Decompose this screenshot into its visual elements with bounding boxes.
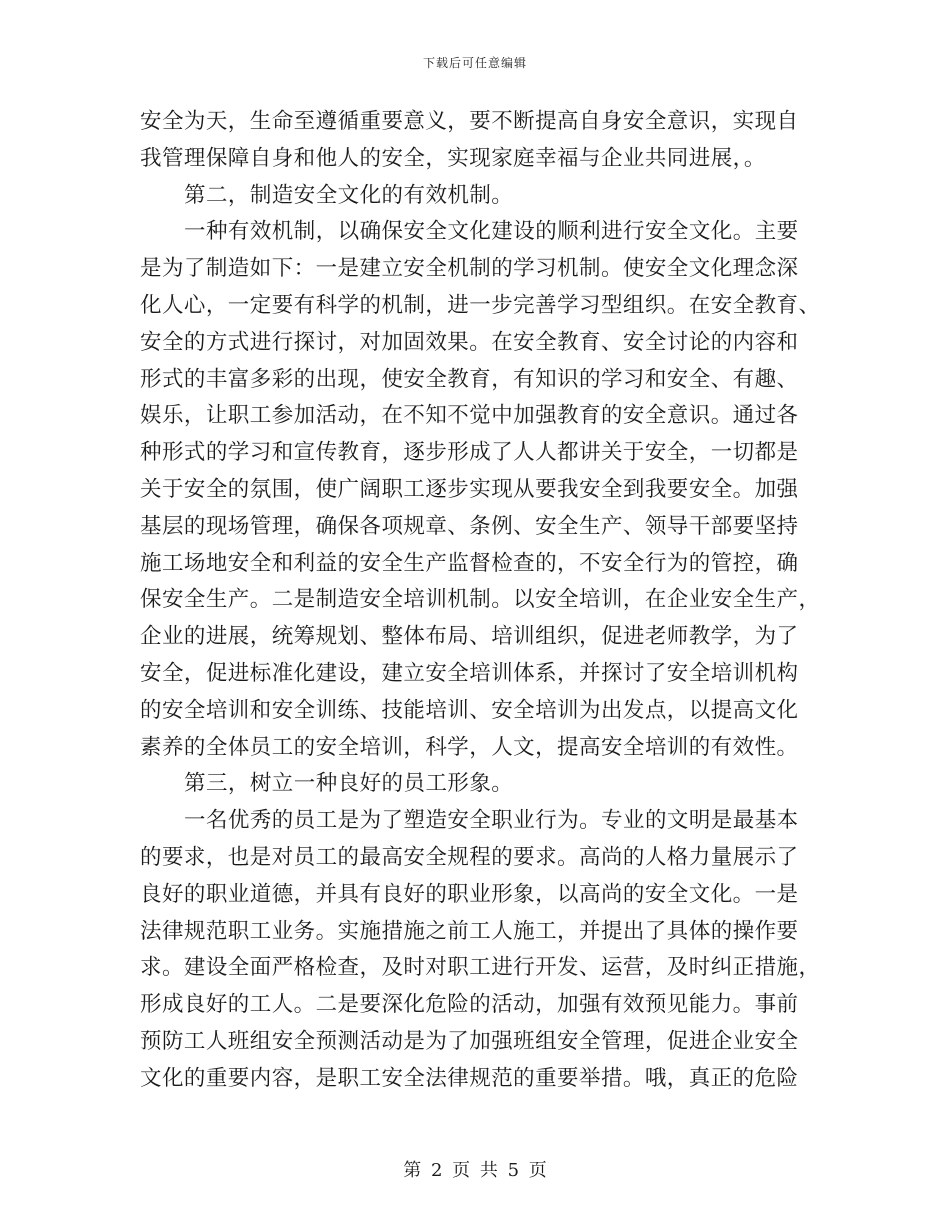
text-line: 施工场地安全和利益的安全生产监督检查的，不安全行为的管控，确 — [140, 550, 799, 576]
text-line: 形成良好的工人。二是要深化危险的活动，加强有效预见能力。事前 — [140, 992, 799, 1018]
text-line: 第三，树立一种良好的员工形象。 — [184, 771, 514, 797]
text-line: 一名优秀的员工是为了塑造安全职业行为。专业的文明是最基本 — [184, 808, 799, 834]
text-line: 种形式的学习和宣传教育，逐步形成了人人都讲关于安全，一切都是 — [140, 440, 799, 466]
page-header: 下载后可任意编辑 — [422, 56, 527, 70]
text-line: 文化的重要内容，是职工安全法律规范的重要举措。哦，真正的危险 — [140, 1065, 799, 1091]
text-line: 保安全生产。二是制造安全培训机制。以安全培训，在企业安全生产， — [140, 587, 821, 613]
text-line: 法律规范职工业务。实施措施之前工人施工，并提出了具体的操作要 — [140, 918, 799, 944]
text-line: 形式的丰富多彩的出现，使安全教育，有知识的学习和安全、有趣、 — [140, 366, 799, 392]
text-line: 素养的全体员工的安全培训，科学，人文，提高安全培训的有效性。 — [140, 734, 799, 760]
text-line: 是为了制造如下：一是建立安全机制的学习机制。使安全文化理念深 — [140, 256, 799, 282]
text-line: 第二，制造安全文化的有效机制。 — [184, 182, 514, 208]
text-line: 娱乐，让职工参加活动，在不知不觉中加强教育的安全意识。通过各 — [140, 403, 799, 429]
text-line: 安全的方式进行探讨，对加固效果。在安全教育、安全讨论的内容和 — [140, 329, 799, 355]
text-line: 我管理保障自身和他人的安全，实现家庭幸福与企业共同进展，。 — [140, 145, 766, 171]
text-line: 的要求，也是对员工的最高安全规程的要求。高尚的人格力量展示了 — [140, 844, 799, 870]
text-line: 企业的进展，统筹规划、整体布局、培训组织，促进老师教学，为了 — [140, 624, 799, 650]
text-line: 的安全培训和安全训练、技能培训、安全培训为出发点，以提高文化 — [140, 697, 799, 723]
text-line: 化人心，一定要有科学的机制，进一步完善学习型组织。在安全教育、 — [140, 292, 821, 318]
text-line: 求。建设全面严格检查，及时对职工进行开发、运营，及时纠正措施， — [140, 955, 821, 981]
page-footer: 第 2 页 共 5 页 — [403, 1160, 547, 1181]
text-line: 安全为天，生命至遵循重要意义，要不断提高自身安全意识，实现自 — [140, 109, 799, 134]
text-line: 关于安全的氛围，使广阔职工逐步实现从要我安全到我要安全。加强 — [140, 476, 799, 502]
text-line: 安全，促进标准化建设，建立安全培训体系，并探讨了安全培训机构 — [140, 660, 799, 686]
text-line: 基层的现场管理，确保各项规章、条例、安全生产、领导干部要坚持 — [140, 513, 799, 539]
body-text — [140, 104, 821, 1098]
text-line: 一种有效机制，以确保安全文化建设的顺利进行安全文化。主要 — [184, 219, 799, 245]
text-line: 预防工人班组安全预测活动是为了加强班组安全管理，促进企业安全 — [140, 1028, 799, 1054]
text-line: 良好的职业道德，并具有良好的职业形象，以高尚的安全文化。一是 — [140, 881, 799, 907]
